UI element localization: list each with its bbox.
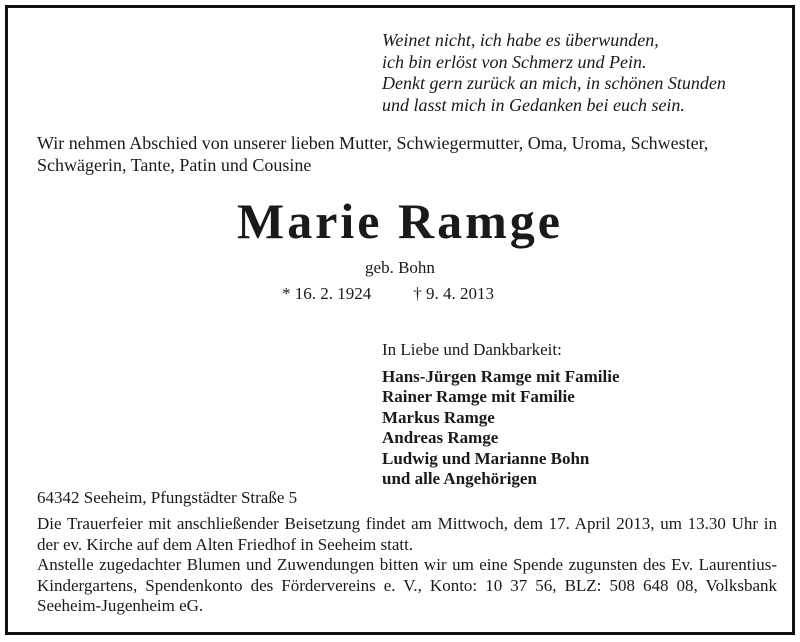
mourner-name: Rainer Ramge mit Familie (382, 387, 575, 406)
death-date: † 9. 4. 2013 (413, 284, 494, 303)
donation-notice: Anstelle zugedachter Blumen und Zuwendungen bitten wir um eine Spende zugunsten des Ev. Laurentius-Kindergartens, Spendenkonto des Fördervereins e. V., Konto: 10 37 56, BLZ: 508 648 08, Volksbank Seeheim-Jugenheim eG. (37, 555, 777, 615)
intro-text: Wir nehmen Abschied von unserer lieben Mutter, Schwiegermutter, Oma, Uroma, Schwester, Schwägerin, Tante, Patin und Cousine (37, 133, 709, 175)
mourning-address: 64342 Seeheim, Pfungstädter Straße 5 (37, 488, 298, 507)
mourner-name: und alle Angehörigen (382, 469, 537, 488)
deceased-name: Marie Ramge (237, 193, 563, 249)
poem-line: ich bin erlöst von Schmerz und Pein. (382, 51, 647, 72)
poem (382, 30, 726, 116)
funeral-notice: Die Trauerfeier mit anschließender Beisetzung findet am Mittwoch, dem 17. April 2013, um 13.30 Uhr in der ev. Kirche auf dem Alten Friedhof in Seeheim statt. (37, 514, 777, 554)
mourners-block (382, 340, 620, 490)
mourner-name: Hans-Jürgen Ramge mit Familie (382, 366, 620, 386)
obituary-frame (5, 5, 795, 635)
poem-line: Weinet nicht, ich habe es überwunden, (382, 30, 659, 50)
mourner-name: Andreas Ramge (382, 428, 499, 447)
poem-line: Denkt gern zurück an mich, in schönen Stunden (382, 73, 726, 93)
poem-line: und lasst mich in Gedanken bei euch sein. (382, 94, 685, 115)
birth-date: * 16. 2. 1924 (282, 284, 372, 303)
mourners-lead: In Liebe und Dankbarkeit: (382, 340, 562, 359)
mourner-name: Markus Ramge (382, 407, 495, 427)
mourner-name: Ludwig und Marianne Bohn (382, 448, 590, 468)
life-dates (282, 283, 494, 305)
notice-block (37, 514, 777, 617)
maiden-name: geb. Bohn (365, 258, 435, 277)
